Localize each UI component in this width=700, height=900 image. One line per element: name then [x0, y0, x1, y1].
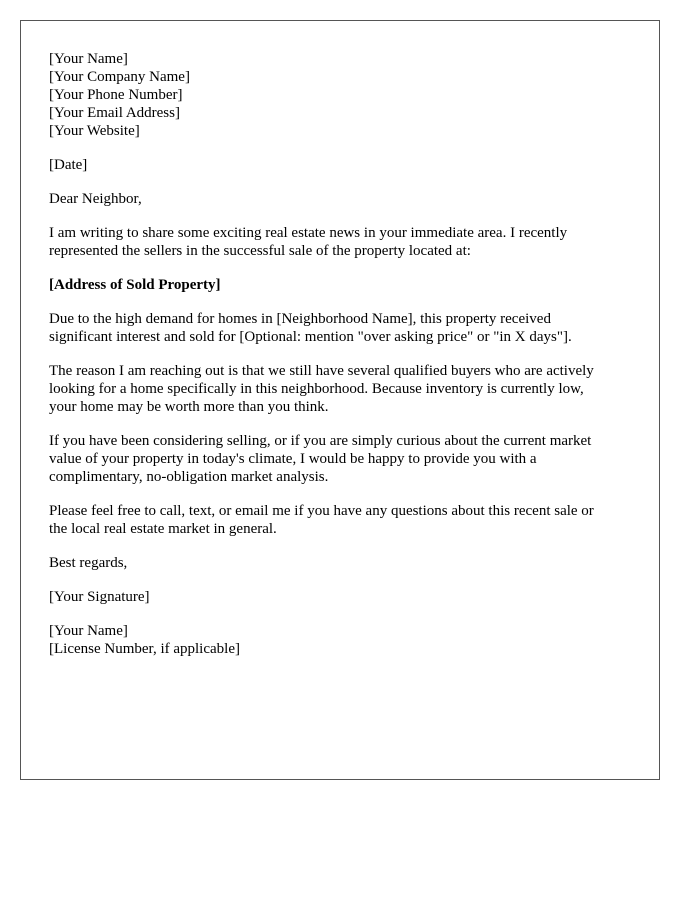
paragraph-line: Please feel free to call, text, or email me if you have any questions about this recent sale or [49, 503, 594, 519]
letter-date: [Date] [49, 157, 88, 173]
address-block [49, 276, 639, 294]
paragraph-reason [49, 362, 639, 416]
paragraph-offer [49, 432, 639, 486]
paragraph-line: looking for a home specifically in this neighborhood. Because inventory is currently low, [49, 381, 584, 397]
paragraph-intro [49, 224, 639, 260]
signoff-name: [Your Name] [49, 623, 128, 639]
letter-content [49, 50, 639, 674]
sender-block [49, 50, 639, 140]
paragraph-line: value of your property in today's climate, I would be happy to provide you with a [49, 451, 537, 467]
letter-page [20, 20, 660, 780]
sender-website: [Your Website] [49, 123, 140, 139]
paragraph-line: represented the sellers in the successful sale of the property located at: [49, 243, 471, 259]
paragraph-line: complimentary, no-obligation market analysis. [49, 469, 329, 485]
paragraph-line: significant interest and sold for [Optional: mention "over asking price" or "in X days"]. [49, 329, 572, 345]
paragraph-line: If you have been considering selling, or if you are simply curious about the current market [49, 433, 592, 449]
signature-block [49, 588, 639, 606]
sender-company: [Your Company Name] [49, 69, 190, 85]
paragraph-line: I am writing to share some exciting real estate news in your immediate area. I recently [49, 225, 568, 241]
license-number: [License Number, if applicable] [49, 641, 240, 657]
paragraph-line: Due to the high demand for homes in [Neighborhood Name], this property received [49, 311, 551, 327]
paragraph-contact [49, 502, 639, 538]
paragraph-demand [49, 310, 639, 346]
sender-name: [Your Name] [49, 51, 128, 67]
sender-phone: [Your Phone Number] [49, 87, 183, 103]
closing-regards: Best regards, [49, 555, 128, 571]
signoff-block [49, 622, 639, 658]
salutation-block [49, 190, 639, 208]
sold-property-address: [Address of Sold Property] [49, 277, 221, 293]
date-block [49, 156, 639, 174]
paragraph-line: the local real estate market in general. [49, 521, 277, 537]
paragraph-line: The reason I am reaching out is that we still have several qualified buyers who are actively [49, 363, 594, 379]
paragraph-line: your home may be worth more than you think. [49, 399, 329, 415]
salutation: Dear Neighbor, [49, 191, 142, 207]
closing-block [49, 554, 639, 572]
signature-placeholder: [Your Signature] [49, 589, 150, 605]
sender-email: [Your Email Address] [49, 105, 180, 121]
